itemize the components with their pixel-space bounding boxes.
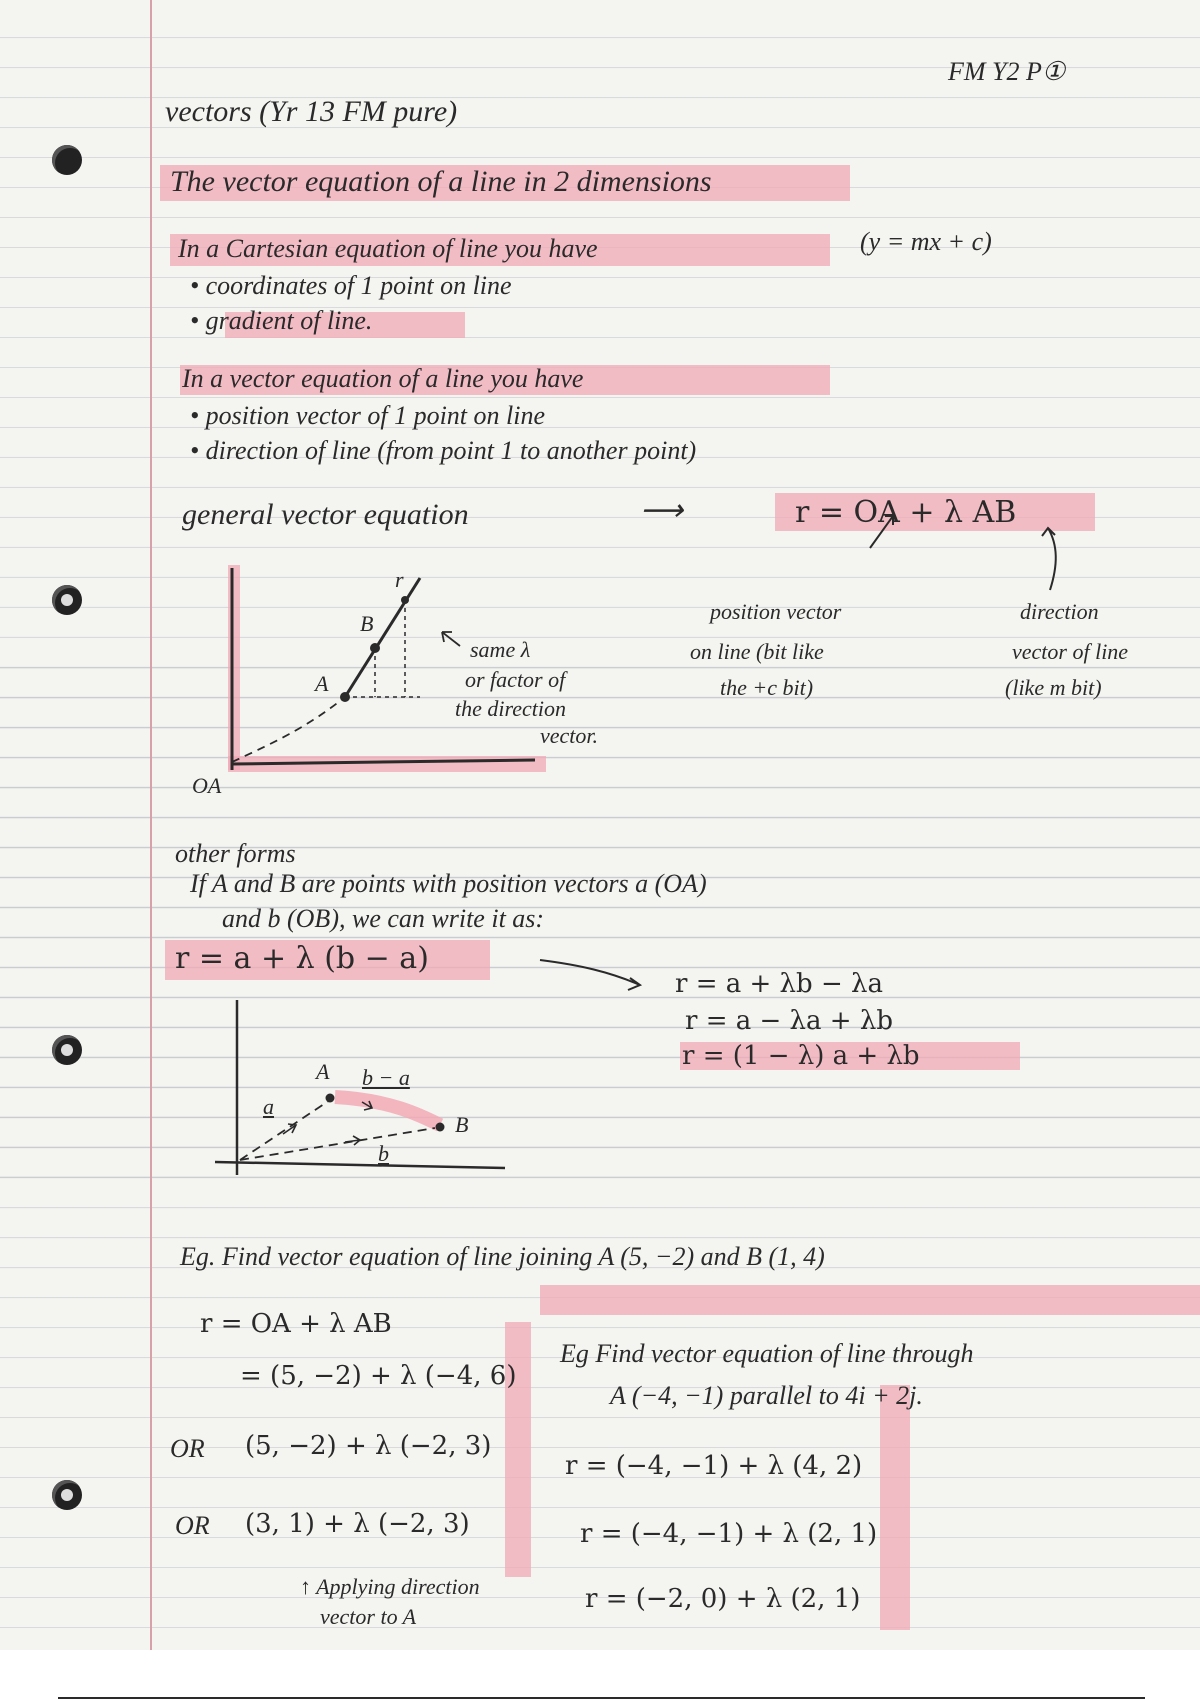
example-question: Eg. Find vector equation of line joining A (5, −2) and B (1, 4) xyxy=(180,1242,825,1271)
lambda-note: vector. xyxy=(540,723,599,748)
other-forms-text: If A and B are points with position vectors a (OA) xyxy=(190,869,707,898)
origin-label: OA xyxy=(192,773,222,798)
cartesian-bullet: coordinates of 1 point on line xyxy=(205,271,512,300)
example-working: = (5, −2) + λ (−4, 6) xyxy=(240,1361,517,1391)
derivation-line: r = a − λa + λb xyxy=(685,1006,893,1036)
vector-intro: In a vector equation of a line you have xyxy=(182,364,584,393)
other-forms-heading: other forms xyxy=(175,839,296,868)
example-working: r = (−4, −1) + λ (4, 2) xyxy=(565,1451,863,1481)
notebook-page: FM Y2 P① vectors (Yr 13 FM pure) The vector equation of a line in 2 dimensions In a Cartesian equation of line you have (y = mx + c) • coordinates of 1 point on line • gradient of line. In a vector equation of a line you have • position vector of 1 point on line • direction of line (from point 1 to another point) general vector equation ⟶ r = OA + λ AB position vector on line (bit like the +c bit) direction vector of line (like m bit) r B A OA same λ or factor of the direction vector. other forms If A and B are points with position vectors a (OA) and b (OB), we can write it as: r = a + λ (b − a) r = a + λb − λa r = a − λa + λb r = (1 − λ) a + λb A B a b b − a Eg. Find vector equation of line joining A (5, −2) and B (1, 4) r = OA + λ AB = (5, −2) + λ (−4, 6) OR (5, −2) + λ (−2, 3) OR (3, 1) + λ (−2, 3) ↑ Applying direction vector to A Eg Find vector equation of line through A (−4, −1) parallel to 4i + 2j. r = (−4, −1) + λ (4, 2) r = (−4, −1) + λ (2, 1) r = (−2, 0) + λ (2, 1) xyxy=(0,0,1200,1700)
direction-note: (like m bit) xyxy=(1005,675,1102,700)
direction-note: vector of line xyxy=(1012,639,1129,664)
lambda-note: or factor of xyxy=(465,667,566,692)
example-working: r = (−2, 0) + λ (2, 1) xyxy=(585,1584,861,1614)
or-label: OR xyxy=(175,1511,210,1540)
example-working: (3, 1) + λ (−2, 3) xyxy=(245,1509,470,1539)
point-label-b: B xyxy=(360,611,374,636)
or-label: OR xyxy=(170,1434,205,1463)
other-forms-text: and b (OB), we can write it as: xyxy=(222,904,545,933)
direction-note: direction xyxy=(1020,599,1099,624)
arrow-right-icon: ⟶ xyxy=(640,494,684,527)
example-note: ↑ Applying direction xyxy=(300,1574,480,1599)
position-note: position vector xyxy=(710,599,842,624)
point-label-r: r xyxy=(395,567,404,592)
point-label-a: A xyxy=(316,1059,330,1084)
general-equation: r = OA + λ AB xyxy=(795,495,1017,530)
example-working: (5, −2) + λ (−2, 3) xyxy=(245,1431,492,1461)
example-note: vector to A xyxy=(320,1604,417,1629)
position-note: the +c bit) xyxy=(720,675,814,700)
section-heading: The vector equation of a line in 2 dimensions xyxy=(170,165,712,198)
vector-bullet: direction of line (from point 1 to another point) xyxy=(205,436,697,465)
example-question: A (−4, −1) parallel to 4i + 2j. xyxy=(610,1381,923,1410)
page-reference: FM Y2 P① xyxy=(948,57,1066,86)
cartesian-formula: (y = mx + c) xyxy=(860,227,992,256)
derivation-line: r = a + λb − λa xyxy=(675,969,883,999)
vector-label-b-minus-a: b − a xyxy=(362,1065,410,1090)
alternative-equation: r = a + λ (b − a) xyxy=(175,941,429,976)
vector-label-a: a xyxy=(263,1094,274,1119)
cartesian-bullet: gradient of line. xyxy=(205,306,373,335)
point-label-b: B xyxy=(455,1112,469,1137)
example-question: Eg Find vector equation of line through xyxy=(560,1339,974,1368)
vector-label-b: b xyxy=(378,1141,389,1166)
page-title: vectors (Yr 13 FM pure) xyxy=(165,95,458,128)
derivation-line: r = (1 − λ) a + λb xyxy=(682,1041,920,1071)
cartesian-intro: In a Cartesian equation of line you have xyxy=(178,234,598,263)
general-label: general vector equation xyxy=(182,498,469,531)
lambda-note: the direction xyxy=(455,696,566,721)
example-working: r = (−4, −1) + λ (2, 1) xyxy=(580,1519,878,1549)
lambda-note: same λ xyxy=(470,637,531,662)
vector-bullet: position vector of 1 point on line xyxy=(205,401,546,430)
position-note: on line (bit like xyxy=(690,639,824,664)
point-label-a: A xyxy=(315,671,329,696)
example-working: r = OA + λ AB xyxy=(200,1309,392,1339)
